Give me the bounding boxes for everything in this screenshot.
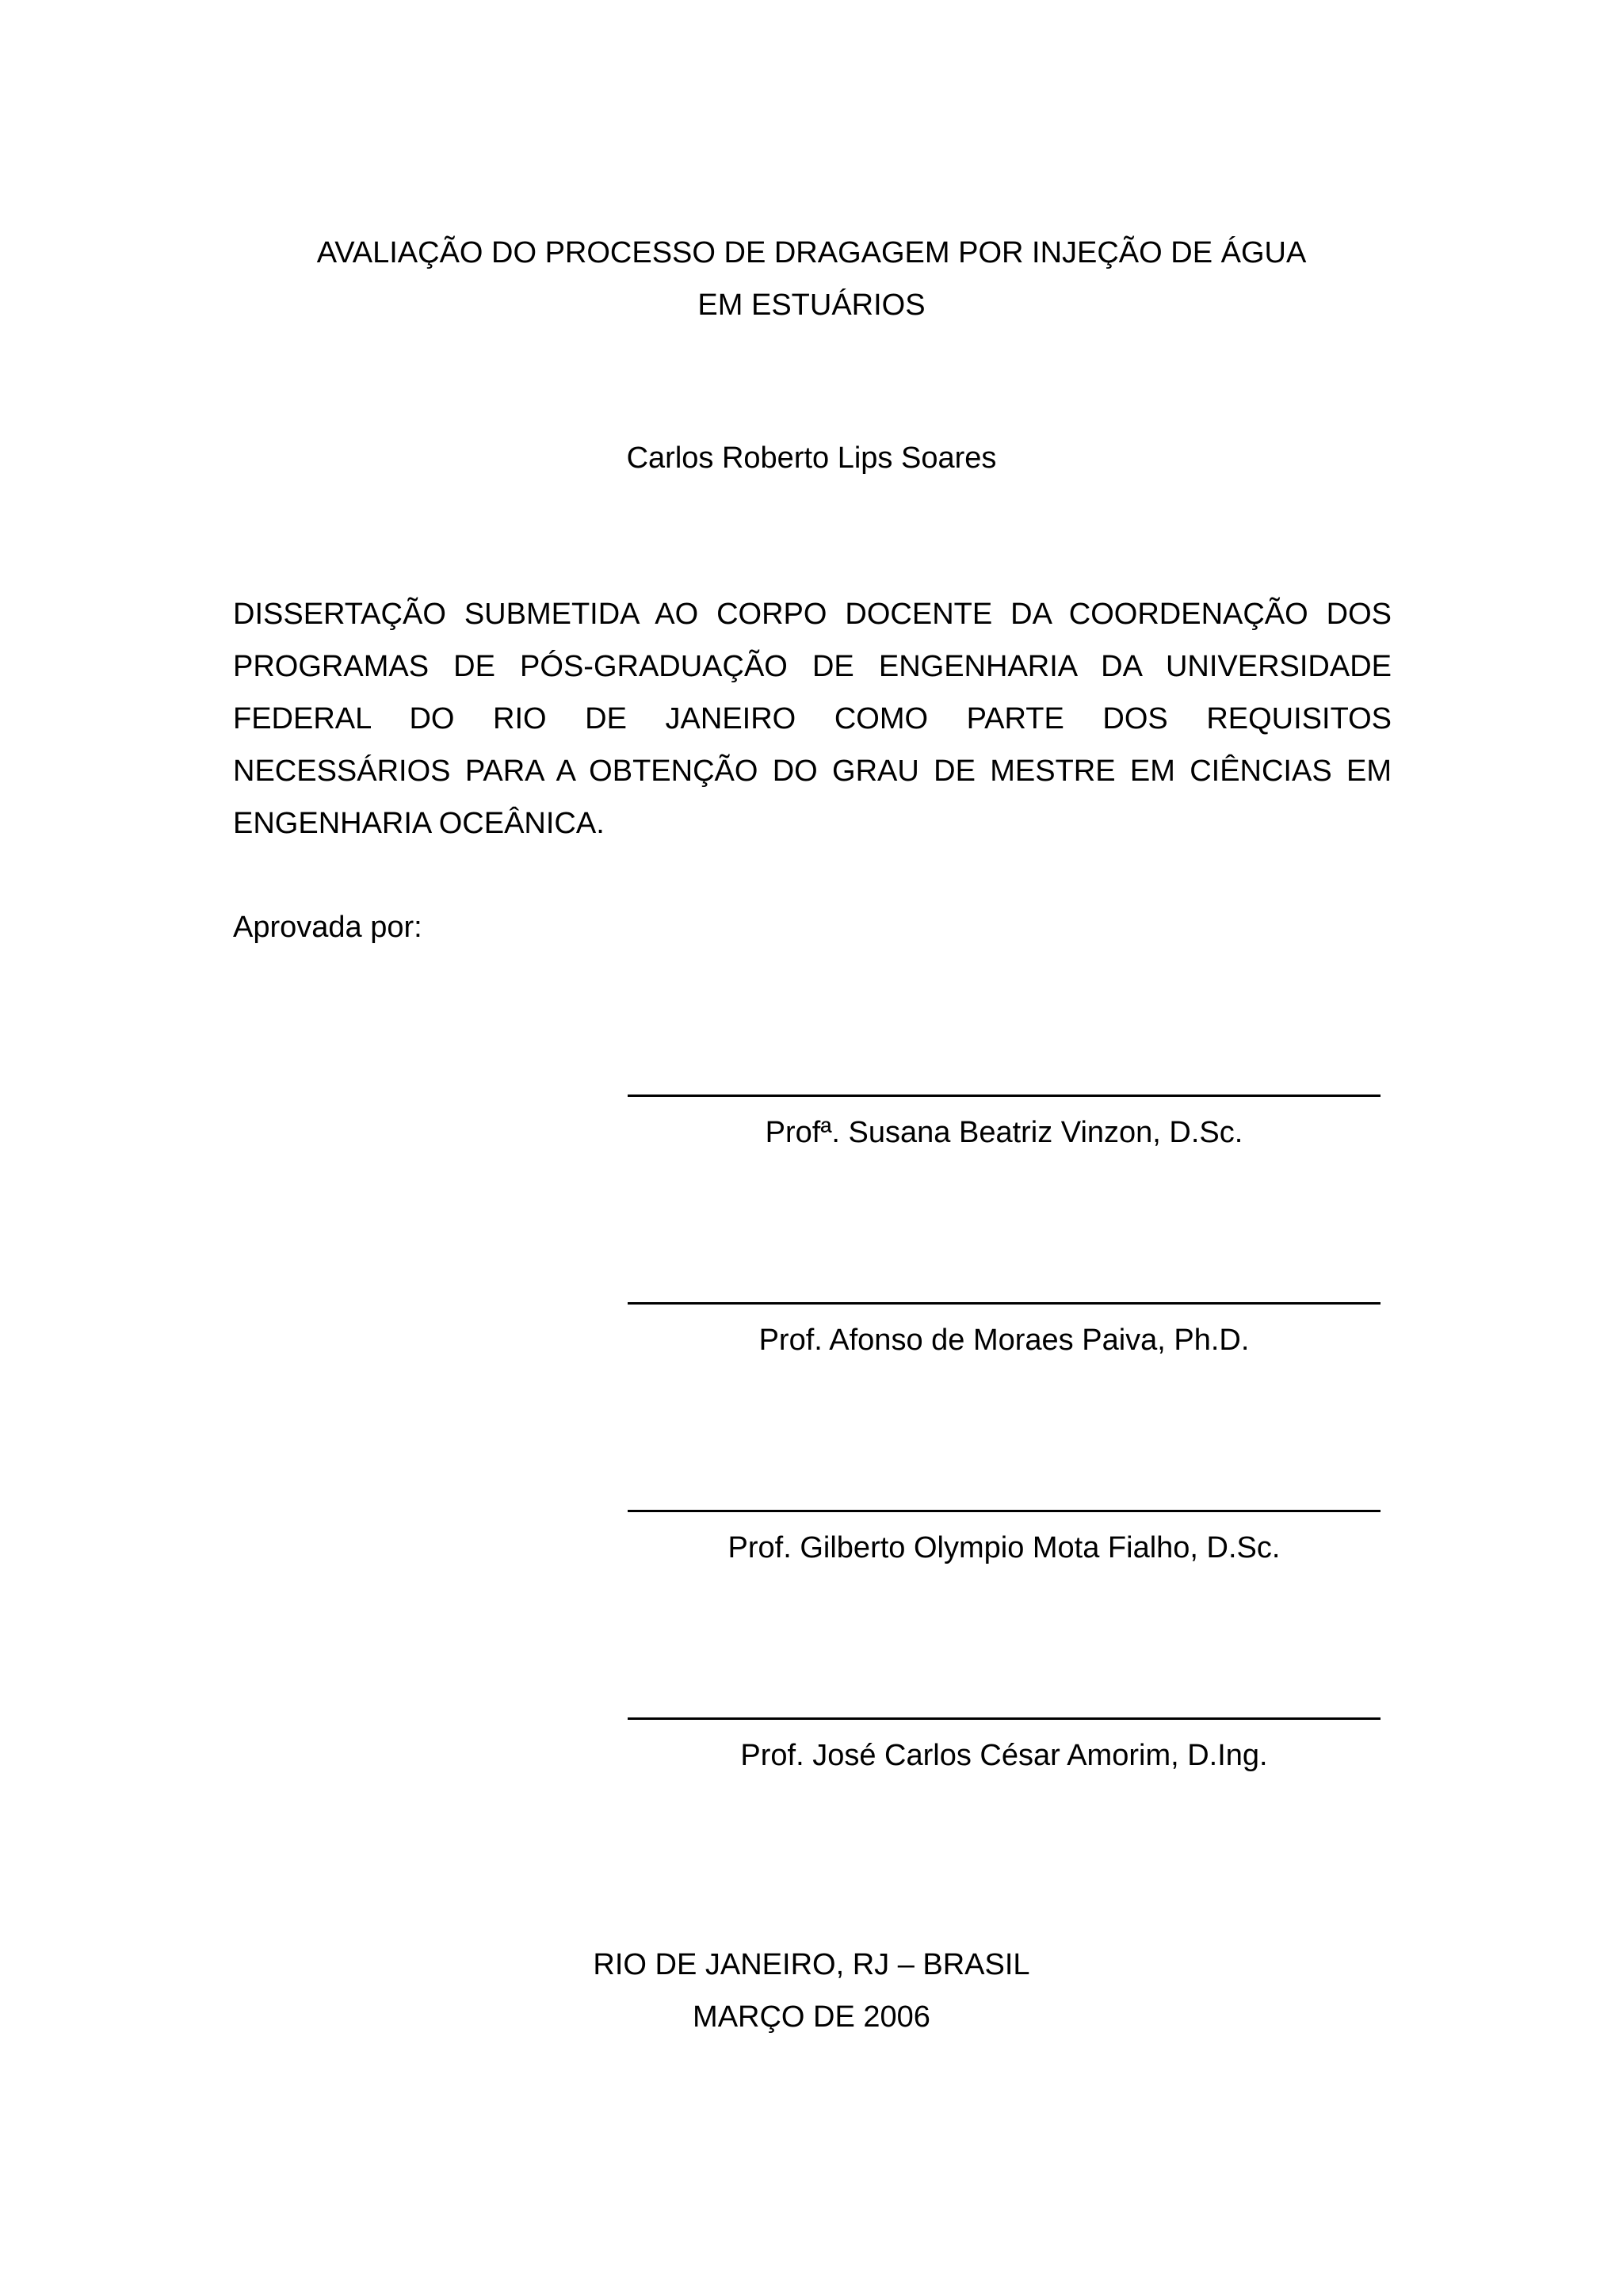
thesis-title xyxy=(233,227,1390,331)
signature-line xyxy=(628,1095,1381,1097)
date: MARÇO DE 2006 xyxy=(693,2000,930,2034)
place-and-date xyxy=(233,1939,1390,2043)
signature-block-2 xyxy=(628,1302,1381,1366)
submission-statement xyxy=(233,588,1392,850)
signature-block-3 xyxy=(628,1510,1381,1574)
thesis-title-line-2: EM ESTUÁRIOS xyxy=(697,288,926,322)
signature-block-1 xyxy=(628,1095,1381,1159)
location: RIO DE JANEIRO, RJ – BRASIL xyxy=(593,1948,1030,1981)
committee-member-name: Prof. Gilberto Olympio Mota Fialho, D.Sc. xyxy=(727,1531,1281,1564)
statement-line-4: NECESSÁRIOS PARA A OBTENÇÃO DO GRAU DE MESTRE EM CIÊNCIAS EM xyxy=(233,755,1392,788)
thesis-title-line-1: AVALIAÇÃO DO PROCESSO DE DRAGAGEM POR INJEÇÃO DE ÁGUA xyxy=(316,236,1307,269)
committee-member-name: Prof. Afonso de Moraes Paiva, Ph.D. xyxy=(758,1324,1250,1357)
statement-line-5: ENGENHARIA OCEÂNICA. xyxy=(233,807,605,840)
signature-line xyxy=(628,1717,1381,1720)
signature-line xyxy=(628,1302,1381,1305)
statement-line-2: PROGRAMAS DE PÓS-GRADUAÇÃO DE ENGENHARIA DA UNIVERSIDADE xyxy=(233,650,1392,683)
committee-member-name: Prof. José Carlos César Amorim, D.Ing. xyxy=(740,1739,1268,1772)
approved-by-label: Aprovada por: xyxy=(233,911,422,944)
statement-line-3: FEDERAL DO RIO DE JANEIRO COMO PARTE DOS REQUISITOS xyxy=(233,702,1392,735)
signature-block-4 xyxy=(628,1717,1381,1782)
statement-line-1: DISSERTAÇÃO SUBMETIDA AO CORPO DOCENTE DA COORDENAÇÃO DOS xyxy=(233,598,1392,631)
committee-member-name: Profª. Susana Beatriz Vinzon, D.Sc. xyxy=(765,1116,1243,1149)
author-name: Carlos Roberto Lips Soares xyxy=(626,441,997,475)
signature-line xyxy=(628,1510,1381,1512)
